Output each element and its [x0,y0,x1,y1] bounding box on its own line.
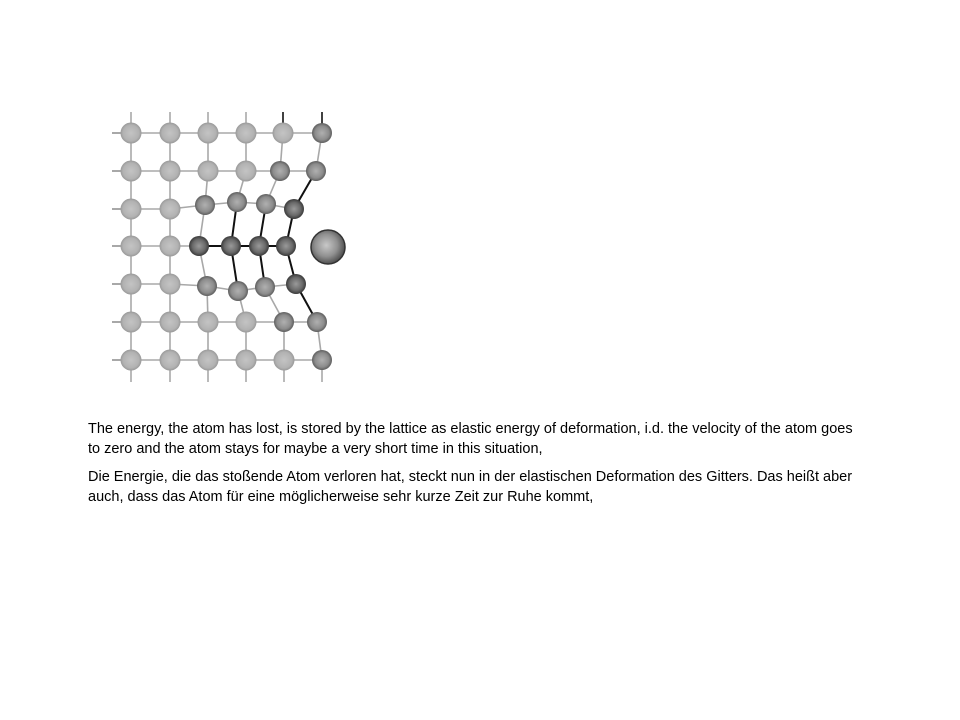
displaced-atom [256,194,276,214]
displaced-atom [195,195,215,215]
lattice-atom [198,123,219,144]
displaced-atom [221,236,241,256]
lattice-atom [160,274,181,295]
displaced-atom [249,236,269,256]
lattice-atom [121,199,142,220]
lattice-atom [198,161,219,182]
lattice-atom [236,123,257,144]
displaced-atom [276,236,296,256]
displaced-atom [274,312,294,332]
lattice-atom [121,350,142,371]
lattice-atom [198,350,219,371]
lattice-atom [274,350,295,371]
lattice-atom [160,123,181,144]
displaced-atom [284,199,304,219]
lattice-atom [121,312,142,333]
lattice-atom [121,236,142,257]
displaced-atom [307,312,327,332]
displaced-atom [270,161,290,181]
lattice-atom [160,161,181,182]
lattice-atom [273,123,294,144]
displaced-atom [312,123,332,143]
lattice-atom [121,274,142,295]
displaced-atom [189,236,209,256]
displaced-atom [312,350,332,370]
caption-english: The energy, the atom has lost, is stored by the lattice as elastic energy of deformation, i.d. the velocity of the atom goes to zero and the atom stays for maybe a very short time in this situation, [88,421,853,457]
displaced-atom [228,281,248,301]
displaced-atom [255,277,275,297]
lattice-atom [198,312,219,333]
lattice-atom [121,161,142,182]
lattice-atom [236,350,257,371]
displaced-atom [197,276,217,296]
lattice-atom [236,161,257,182]
lattice-atom [160,236,181,257]
lattice-atom [160,199,181,220]
impacting-atom [311,230,345,264]
displaced-atom [227,192,247,212]
caption-german: Die Energie, die das stoßende Atom verloren hat, steckt nun in der elastischen Deformation des Gitters. Das heißt aber auch, dass das Atom für eine möglicherweise sehr kurze Zeit zur Ruhe kommt, [88,469,853,505]
lattice-atom [236,312,257,333]
displaced-atom [286,274,306,294]
lattice-atom [160,350,181,371]
impacting-atom-group [311,230,345,264]
lattice-atom [160,312,181,333]
displaced-atom [306,161,326,181]
lattice-atom [121,123,142,144]
